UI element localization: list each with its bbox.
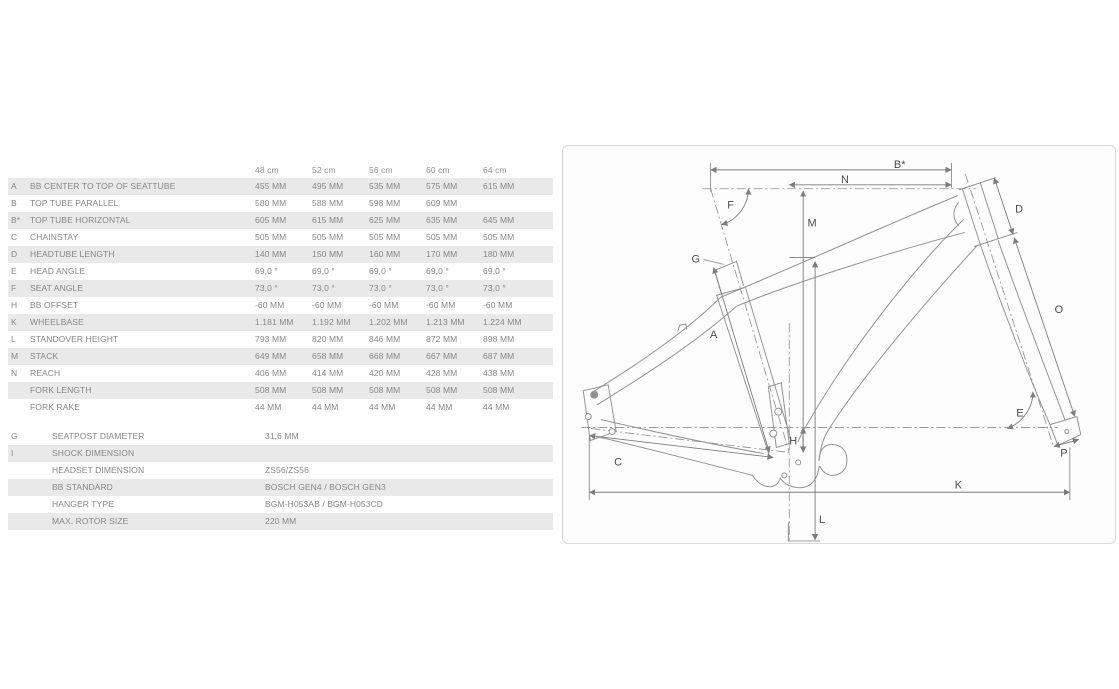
cell-value: 820 MM: [312, 334, 344, 344]
label-fork-length: O: [1054, 304, 1064, 317]
row-letter: [8, 479, 52, 496]
cell-value: 44 MM: [483, 402, 510, 412]
label-bb-offset: H: [789, 435, 798, 448]
geometry-table: [8, 163, 553, 416]
cell-value: 73,0 °: [483, 283, 506, 293]
size-header: 56 cm: [369, 165, 393, 175]
row-label: MAX. ROTOR SIZE: [52, 516, 129, 526]
cell-value: 508 MM: [369, 385, 401, 395]
cell-value: 140 MM: [255, 249, 287, 259]
cell-value: 598 MM: [369, 198, 401, 208]
row-label: FORK RAKE: [30, 402, 81, 412]
cell-value: 846 MM: [369, 334, 401, 344]
cell-value: 31,6 MM: [265, 431, 299, 441]
cell-value: 687 MM: [483, 351, 515, 361]
cell-value: 69,0 °: [255, 266, 278, 276]
row-letter: D: [11, 249, 18, 259]
row-label: HEADTUBE LENGTH: [30, 249, 115, 259]
label-seatpost: G: [691, 253, 700, 266]
cell-value: 455 MM: [255, 181, 287, 191]
row-label: HEAD ANGLE: [30, 266, 86, 276]
cell-value: 69,0 °: [369, 266, 392, 276]
cell-value: 668 MM: [369, 351, 401, 361]
row-label: FORK LENGTH: [30, 385, 92, 395]
cell-value: 898 MM: [483, 334, 515, 344]
cell-value: 420 MM: [369, 368, 401, 378]
cell-value: 414 MM: [312, 368, 344, 378]
size-header-row: [8, 163, 553, 178]
cell-value: 69,0 °: [483, 266, 506, 276]
cell-value: -60 MM: [426, 300, 456, 310]
cell-value: 505 MM: [369, 232, 401, 242]
cell-value: 615 MM: [312, 215, 344, 225]
row-letter: [8, 513, 52, 530]
row-label: BB OFFSET: [30, 300, 79, 310]
row-letter: [8, 496, 52, 513]
label-chainstay: C: [614, 456, 623, 469]
row-letter: M: [11, 351, 19, 361]
cell-value: 73,0 °: [369, 283, 392, 293]
cell-value: -60 MM: [483, 300, 513, 310]
row-letter: N: [11, 368, 18, 378]
spec-row: [8, 428, 553, 445]
row-letter: E: [11, 266, 17, 276]
label-head-angle: E: [1016, 407, 1024, 420]
row-letter: C: [11, 232, 18, 242]
size-header: 48 cm: [255, 165, 279, 175]
cell-value: 44 MM: [312, 402, 339, 412]
table-row: [8, 382, 553, 399]
table-row: [8, 314, 553, 331]
spec-row: [8, 513, 553, 530]
cell-value: 180 MM: [483, 249, 515, 259]
cell-value: 625 MM: [369, 215, 401, 225]
cell-value: 588 MM: [312, 198, 344, 208]
label-headtube-length: D: [1015, 203, 1024, 216]
label-reach: N: [841, 173, 849, 186]
dimension-lines: [589, 163, 1079, 541]
dimension-labels: [614, 159, 1067, 526]
row-letter: [8, 462, 52, 479]
table-row: [8, 178, 553, 195]
cell-value: 495 MM: [312, 181, 344, 191]
cell-value: 658 MM: [312, 351, 344, 361]
row-label: SEATPOST DIAMETER: [52, 431, 145, 441]
cell-value: BOSCH GEN4 / BOSCH GEN3: [265, 482, 386, 492]
label-fork-rake: P: [1060, 447, 1068, 460]
cell-value: 160 MM: [369, 249, 401, 259]
table-row: [8, 331, 553, 348]
row-letter: [8, 382, 30, 399]
cell-value: 150 MM: [312, 249, 344, 259]
row-letter: B: [11, 198, 17, 208]
cell-value: 73,0 °: [312, 283, 335, 293]
cell-value: 645 MM: [483, 215, 515, 225]
row-label: CHAINSTAY: [30, 232, 79, 242]
cell-value: 605 MM: [255, 215, 287, 225]
cell-value: 428 MM: [426, 368, 458, 378]
cell-value: 508 MM: [426, 385, 458, 395]
cell-value: 1.213 MM: [426, 317, 465, 327]
cell-value: [265, 445, 553, 462]
cell-value: 44 MM: [255, 402, 282, 412]
table-row: [8, 246, 553, 263]
cell-value: 505 MM: [426, 232, 458, 242]
cell-value: -60 MM: [312, 300, 342, 310]
cell-value: 615 MM: [483, 181, 515, 191]
header-spacer: [30, 163, 255, 178]
spec-row: [8, 496, 553, 513]
cell-value: 508 MM: [312, 385, 344, 395]
cell-value: [483, 195, 540, 212]
spec-row: [8, 462, 553, 479]
cell-value: 73,0 °: [426, 283, 449, 293]
cell-value: 667 MM: [426, 351, 458, 361]
cell-value: 505 MM: [312, 232, 344, 242]
table-row: [8, 229, 553, 246]
cell-value: 73,0 °: [255, 283, 278, 293]
cell-value: 69,0 °: [426, 266, 449, 276]
row-label: TOP TUBE HORIZONTAL: [30, 215, 131, 225]
row-label: SHOCK DIMENSION: [52, 448, 135, 458]
cell-value: 1.192 MM: [312, 317, 351, 327]
axis-lines: [581, 174, 1058, 542]
row-label: HANGER TYPE: [52, 499, 114, 509]
cell-value: 44 MM: [426, 402, 453, 412]
label-wheelbase: K: [954, 479, 963, 492]
cell-value: 649 MM: [255, 351, 287, 361]
table-row: [8, 348, 553, 365]
cell-value: 220 MM: [265, 516, 297, 526]
spec-row: [8, 445, 553, 462]
row-label: REACH: [30, 368, 61, 378]
cell-value: 508 MM: [255, 385, 287, 395]
cell-value: ZS56/ZS56: [265, 465, 309, 475]
row-letter: I: [11, 448, 14, 458]
label-standover: L: [819, 514, 826, 527]
cell-value: 170 MM: [426, 249, 458, 259]
row-letter: K: [11, 317, 17, 327]
cell-value: 69,0 °: [312, 266, 335, 276]
cell-value: 609 MM: [426, 198, 458, 208]
cell-value: -60 MM: [369, 300, 399, 310]
table-row: [8, 297, 553, 314]
label-seattube: A: [709, 329, 718, 342]
cell-value: -60 MM: [255, 300, 285, 310]
cell-value: 793 MM: [255, 334, 287, 344]
cell-value: 44 MM: [369, 402, 396, 412]
size-header: 52 cm: [312, 165, 336, 175]
cell-value: 535 MM: [369, 181, 401, 191]
cell-value: 505 MM: [483, 232, 515, 242]
label-seat-angle: F: [727, 199, 734, 212]
row-letter: F: [11, 283, 17, 293]
row-label: TOP TUBE PARALLEL: [30, 198, 119, 208]
header-spacer: [8, 163, 30, 178]
row-label: BB CENTER TO TOP OF SEATTUBE: [30, 181, 176, 191]
table-row: [8, 263, 553, 280]
cell-value: 505 MM: [255, 232, 287, 242]
row-letter: [8, 399, 30, 416]
geometry-table-rows: [8, 178, 553, 416]
label-stack: M: [807, 217, 817, 230]
cell-value: 508 MM: [483, 385, 515, 395]
row-letter: H: [11, 300, 18, 310]
cell-value: 635 MM: [426, 215, 458, 225]
cell-value: 438 MM: [483, 368, 515, 378]
cell-value: 580 MM: [255, 198, 287, 208]
bike-frame-outline: [583, 178, 1080, 488]
row-label: STANDOVER HEIGHT: [30, 334, 119, 344]
table-row: [8, 212, 553, 229]
row-label: SEAT ANGLE: [30, 283, 84, 293]
label-top-tube-horizontal: B*: [893, 158, 906, 171]
row-label: BB STANDARD: [52, 482, 113, 492]
size-header: 64 cm: [483, 165, 507, 175]
table-row: [8, 280, 553, 297]
cell-value: 872 MM: [426, 334, 458, 344]
cell-value: 1.202 MM: [369, 317, 408, 327]
table-row: [8, 365, 553, 382]
cell-value: BGM-H053AB / BGM-H053CD: [265, 499, 384, 509]
row-letter: A: [11, 181, 17, 191]
row-letter: B*: [11, 215, 21, 225]
cell-value: 575 MM: [426, 181, 458, 191]
row-label: STACK: [30, 351, 59, 361]
row-label: HEADSET DIMENSION: [52, 465, 145, 475]
spec-row: [8, 479, 553, 496]
frame-geometry-diagram-panel: [562, 145, 1116, 544]
size-header: 60 cm: [426, 165, 450, 175]
cell-value: 1.224 MM: [483, 317, 522, 327]
row-letter: L: [11, 334, 16, 344]
cell-value: 1.181 MM: [255, 317, 294, 327]
spec-table: [8, 428, 553, 530]
cell-value: 406 MM: [255, 368, 287, 378]
table-row: [8, 195, 553, 212]
row-label: WHEELBASE: [30, 317, 84, 327]
table-row: [8, 399, 553, 416]
frame-geometry-diagram: [563, 146, 1115, 543]
row-letter: G: [11, 431, 18, 441]
